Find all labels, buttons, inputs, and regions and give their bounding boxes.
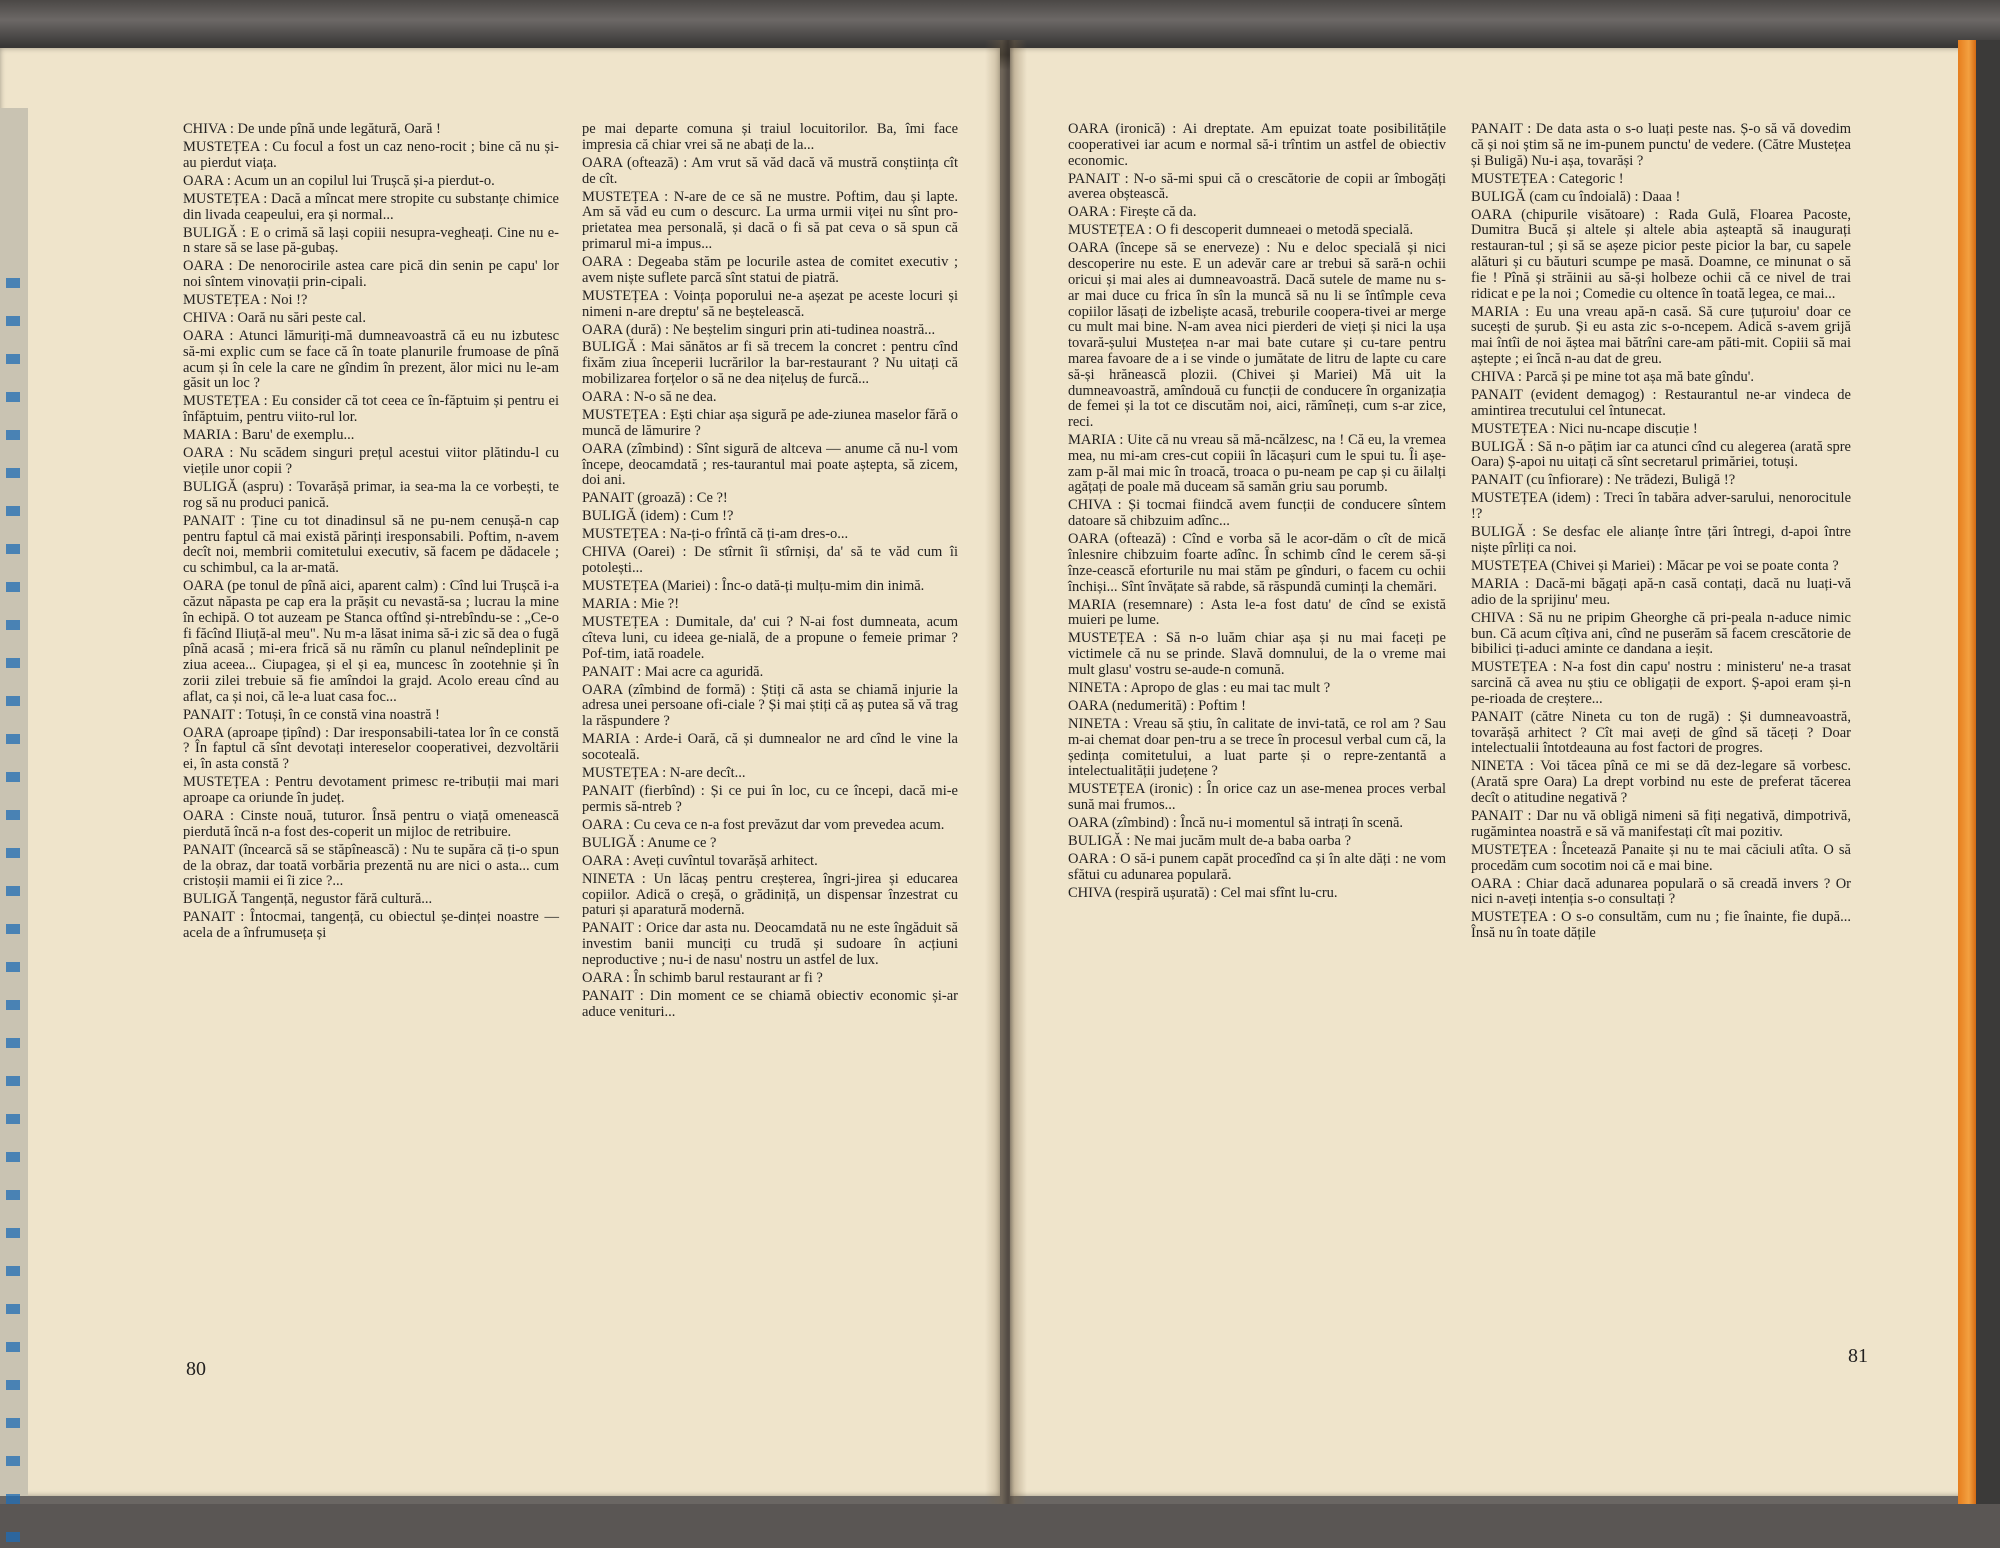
dialogue-line: MUSTEȚEA : Ești chiar așa sigură pe ade-ziunea maselor fără o muncă de lămurire ? [582, 407, 958, 439]
dialogue-line: MUSTEȚEA : Nici nu-ncape discuție ! [1471, 420, 1698, 437]
dialogue-line: BULIGĂ (aspru) : Tovarășă primar, ia sea-ma la ce vorbești, te rog să nu produci panică. [183, 478, 559, 511]
dialogue-line: CHIVA (respiră ușurată) : Cel mai sfînt lu-cru. [1068, 884, 1338, 901]
dialogue-line: MUSTEȚEA (ironic) : În orice caz un ase-menea proces verbal sună mai frumos... [1068, 781, 1446, 814]
dialogue-line: OARA (zîmbind de formă) : Știți că asta se chiamă injurie la adresa unei persoane ofi-ciale ? Și mai știți că aș putea să vă trag la răspundere ? [582, 681, 958, 730]
dialogue-line: MARIA : Dacă-mi băgați apă-n casă contați, dacă nu luați-vă adio de la sprijinu' meu. [1471, 575, 1851, 608]
dialogue-line: MUSTEȚEA : N-are decît... [582, 765, 746, 782]
dialogue-line: PANAIT (către Nineta cu ton de rugă) : Și dumneavoastră, tovarășă arhitect ? Cît mai aveți de gînd să tăceți ? Doar intelectualii întotdeauna au fost factori de progres. [1471, 708, 1851, 757]
dialogue-line: BULIGĂ : Ne mai jucăm mult de-a baba oarba ? [1068, 833, 1352, 850]
dialogue-line: BULIGĂ (idem) : Cum !? [582, 508, 734, 525]
dialogue-line: PANAIT : Orice dar asta nu. Deocamdată nu ne este îngăduit să investim banii munciți cu trudă și sudoare în acțiuni neproductive ; nu-i de nasu' nostru un astfel de lux. [582, 920, 958, 968]
dialogue-line: MUSTEȚEA : O fi descoperit dumneaei o metodă specială. [1068, 222, 1414, 239]
dialogue-line: MUSTEȚEA : Noi !? [183, 292, 308, 309]
dialogue-line: MUSTEȚEA : Na-ți-o frîntă că ți-am dres-o... [582, 526, 849, 543]
dialogue-line: OARA : O să-i punem capăt procedînd ca și în alte dăți : ne vom sfătui cu adunarea populară. [1068, 851, 1446, 883]
dialogue-line: OARA : În schimb barul restaurant ar fi ? [582, 969, 823, 986]
dialogue-line: MARIA : Arde-i Oară, că și dumnealor ne ard cînd le vine la socoteală. [582, 731, 958, 764]
dialogue-line: CHIVA (Oarei) : De stîrnit îi stîrniși, da' să te văd cum îi potolești... [582, 544, 958, 577]
dialogue-line: MARIA : Eu una vreau apă-n casă. Să cure țuțuroiu' doar ce sucești de șurub. Și eu asta zic s-o-ncepem. Adică s-avem grijă mai întîi de noi ăștea mai bătrîni care-am păti-mit. Copiii să mai aștepte ; ei încă n-au dat de greu. [1471, 303, 1851, 367]
dialogue-line: PANAIT : Mai acre ca aguridă. [582, 663, 764, 680]
dialogue-line: OARA : Firește că da. [1068, 204, 1197, 221]
dialogue-line: MUSTEȚEA : Dumitale, da' cui ? N-ai fost dumneata, acum cîteva luni, cu ideea ge-nială, de a propune o femeie primar ? Pof-tim, iată roadele. [582, 614, 958, 662]
dialogue-line: MUSTEȚEA : Încetează Panaite și nu te mai căciuli atîta. O să procedăm cum socotim noi că e mai bine. [1471, 841, 1851, 874]
dialogue-line: CHIVA : Să nu ne pripim Gheorghe că pri-peala n-aduce nimic bun. Că acum cîțiva ani, cînd ne puserăm să facem crescătorie de bibilici ți-aduci aminte ce dandana a ieșit. [1471, 609, 1851, 658]
dialogue-line: PANAIT (încearcă să se stăpînească) : Nu te supăra că ți-o spun de la obraz, dar toată vorbăria prezentă nu are nici o asta... cum cristoșii mamii ei îi zice ?... [183, 841, 559, 890]
page-number-left: 80 [186, 1358, 206, 1380]
dialogue-line: MARIA : Baru' de exemplu... [183, 427, 355, 444]
dialogue-line: MUSTEȚEA (idem) : Treci în tabăra adver-sarului, nenorocitule !? [1471, 490, 1851, 523]
page-edge [0, 108, 28, 1496]
dialogue-line: CHIVA : Parcă și pe mine tot așa mă bate gîndu'. [1471, 368, 1755, 385]
dialogue-line: PANAIT : Ține cu tot dinadinsul să ne pu-nem cenușă-n cap pentru faptul că mai există părinți iresponsabili. Poftim, n-avem decît noi, membrii comitetului executiv, să facem pe dădacele ; cu schimbul, ca la ar-mată. [183, 512, 559, 577]
book-cover-edge [1958, 40, 1976, 1504]
book-gutter [985, 40, 1027, 1504]
dialogue-line: BULIGĂ : Să n-o pățim iar ca atunci cînd cu alegerea (arată spre Oara) Ș-apoi nu uitați că sînt secretarul primăriei, totuși. [1471, 438, 1851, 471]
dialogue-line: PANAIT : Dar nu vă obligă nimeni să fiți negativă, dimpotrivă, rugămintea noastră e să vă manifestați cît mai pozitiv. [1471, 808, 1851, 840]
dialogue-line: MARIA (resemnare) : Asta le-a fost datu' de cînd se există muieri pe lume. [1068, 596, 1446, 629]
dialogue-line: MUSTEȚEA : Categoric ! [1471, 170, 1624, 187]
dialogue-line: pe mai departe comuna și traiul locuitorilor. Ba, îmi face impresia că chiar vrei să ne abați de la... [582, 121, 958, 153]
dialogue-line: BULIGĂ (cam cu îndoială) : Daaa ! [1471, 188, 1681, 205]
dialogue-line: MUSTEȚEA : Voința poporului ne-a așezat pe aceste locuri și nimeni n-are dreptu' să ne beștelească. [582, 287, 958, 320]
dialogue-line: OARA (începe să se enerveze) : Nu e deloc specială și nici descoperire nu este. E un adevăr care ar trebui să sară-n ochii oricui și mai ales ai dumneavoastră. Dacă sutele de mame nu s-ar mai duce cu frica în sîn la muncă să nu li se întîmple ceva copiilor lăsați de izbeliște acasă, treburile coopera-tivei ar merge cu mult mai bine. N-am avea nici pierderi de vieți și nici la ușa tovară-șului Mustețea n-ar mai bate cutare și cu-tare pentru marea favoare de a i se vinde o jumătate de litru de lapte cu care să-și hrănească plozii. (Chivei și Mariei) Mă uit la dumneavoastră, amîndouă cu funcții de conducere în organizația de femei și la tot ce discutăm noi, aici, rămîneți, cum s-ar zice, reci. [1068, 240, 1446, 431]
dialogue-line: OARA : Degeaba stăm pe locurile astea de comitet executiv ; avem niște suflete parcă sînt statui de piatră. [582, 253, 958, 286]
dialogue-line: OARA (dură) : Ne beștelim singuri prin ati-tudinea noastră... [582, 321, 936, 338]
dialogue-line: OARA (oftează) : Cînd e vorba să le acor-dăm o cît de mică înlesnire chibzuim foarte adînc. În schimb cînd le cerem să-și înze-cească eforturile nu mai stăm pe gînduri, o facem cu ochii închiși... Sînt învățate să rabde, să răspundă cuminți la chemări. [1068, 531, 1446, 595]
dialogue-line: MUSTEȚEA : Pentru devotament primesc re-tribuții mai mari aproape ca oriunde în județ. [183, 774, 559, 807]
dialogue-line: MARIA : Uite că nu vreau să mă-ncălzesc, na ! Că eu, la vremea mea, nu mi-am cres-cut copiii în lăcașuri cum le spui tu. Îi așe-zam p-ăl mai mic în troacă, troaca o pu-neam pe cap și cu ăilalți agățați de poale mă duceam să samăn griu sau porumb. [1068, 432, 1446, 496]
dialogue-line: MUSTEȚEA : N-are de ce să ne mustre. Poftim, dau și lapte. Am să văd eu cum o descurc. La urma urmii viței nu sînt pro-prietatea mea personală, și dacă o fi să pat ceva o să spun că primarul mi-a impus... [582, 188, 958, 252]
dialogue-line: PANAIT : De data asta o s-o luați peste nas. Ș-o să vă dovedim că și noi știm să ne im-punem punctu' de vedere. (Către Mustețea și Buligă) Nu-i așa, tovarăși ? [1471, 121, 1851, 169]
dialogue-line: BULIGĂ Tangență, negustor fără cultură... [183, 891, 433, 908]
dialogue-line: PANAIT : Întocmai, tangență, cu obiectul șe-dinței noastre — acela de a înfrumuseța și [183, 909, 559, 942]
dialogue-line: PANAIT : Din moment ce se chiamă obiectiv economic și-ar aduce venituri... [582, 987, 958, 1020]
dialogue-line: MARIA : Mie ?! [582, 596, 680, 613]
dialogue-line: NINETA : Vreau să știu, în calitate de invi-tată, ce rol am ? Sau m-ai chemat doar pen-tru a se trece în procesul verbal cum că, la ședința comitetului, a luat parte și o repre-zentantă a intelectualității județene ? [1068, 715, 1446, 780]
dialogue-line: PANAIT (evident demagog) : Restaurantul ne-ar vindeca de amintirea trecutului cel întunecat. [1471, 386, 1851, 419]
dialogue-line: MUSTEȚEA (Chivei și Mariei) : Măcar pe voi se poate conta ? [1471, 557, 1839, 574]
dialogue-line: BULIGĂ : Anume ce ? [582, 834, 717, 851]
dialogue-line: NINETA : Un lăcaș pentru creșterea, îngri-jirea și educarea copiilor. Adică o creșă, o grădiniță, un dispensar înzestrat cu paturi și aparatură modernă. [582, 870, 958, 919]
dialogue-line: OARA (ironică) : Ai dreptate. Am epuizat toate posibilitățile cooperativei iar acum e normal să-i trîntim un astfel de obiectiv economic. [1068, 121, 1446, 169]
dialogue-line: CHIVA : De unde pînă unde legătură, Oară ! [183, 121, 441, 137]
book-spine [1976, 40, 2000, 1504]
dialogue-line: OARA : Aveți cuvîntul tovarășă arhitect. [582, 852, 818, 869]
text-column-1 [183, 122, 559, 944]
dialogue-line: PANAIT (fierbînd) : Și ce pui în loc, cu ce începi, dacă mi-e permis să-ntreb ? [582, 783, 958, 815]
dialogue-line: OARA (pe tonul de pînă aici, aparent calm) : Cînd lui Trușcă i-a căzut năpasta pe cap era la prășit cu nevastă-sa ; lucrau la mine în echipă. O tot auzeam pe Stanca oftînd și-ntrebîndu-se : „Ce-o fi făcînd Iliuță-al meu". Nu m-a lăsat inima să-i zic să dea o fugă pînă acasă ; mi-era frică să nu rămîn cu planul neîndeplinit pe ziua aceea... Ciupagea, și el și ea, muncesc în zootehnie și în zorii zilei trebuie să fie amîndoi la grajd. Acolo ereau cînd au aflat, ca și noi, că le-a luat casa foc... [183, 578, 559, 705]
dialogue-line: MUSTEȚEA : Eu consider că tot ceea ce în-făptuim și pentru ei înfăptuim, pentru viito-rul lor. [183, 393, 559, 426]
dialogue-line: OARA : Acum un an copilul lui Trușcă și-a pierdut-o. [183, 172, 495, 189]
dialogue-line: MUSTEȚEA (Mariei) : Înc-o dată-ți mulțu-mim din inimă. [582, 578, 925, 595]
dialogue-line: CHIVA : Oară nu sări peste cal. [183, 310, 366, 327]
dialogue-line: BULIGĂ : Se desfac ele alianțe între țări întregi, d-apoi între niște pîrliți ca noi. [1471, 524, 1851, 556]
dialogue-line: OARA : Cinste nouă, tuturor. Însă pentru o viață omenească pierdută încă n-a fost des-coperit un mijloc de retribuire. [183, 808, 559, 840]
dialogue-line: OARA : Chiar dacă adunarea populară o să creadă invers ? Or nici n-aveți intenția s-o consultați ? [1471, 875, 1851, 908]
dialogue-line: OARA (aproape țipînd) : Dar iresponsabili-tatea lor în ce constă ? În faptul că sînt devotați intereselor cooperativei, dezvoltării ei, în asta constă ? [183, 724, 559, 773]
text-column-4 [1471, 122, 1851, 944]
dialogue-line: BULIGĂ : Mai sănătos ar fi să trecem la concret : pentru cînd fixăm ziua începerii lucrărilor la bar-restaurant ? Nu uitați că mobilizarea forțelor o să ne dea nițeluș de furcă... [582, 339, 958, 388]
dialogue-line: CHIVA : Și tocmai fiindcă avem funcții de conducere sîntem datoare să chibzuim adînc... [1068, 497, 1446, 530]
dialogue-line: MUSTEȚEA : Să n-o luăm chiar așa și nu mai faceți pe victimele că nu se prinde. Slavă domnului, de la o vreme mai mult glasu' vostru se-aude-n comună. [1068, 630, 1446, 678]
dialogue-line: OARA : N-o să ne dea. [582, 389, 717, 406]
dialogue-line: OARA (zîmbind) : Încă nu-i momentul să intrați în scenă. [1068, 815, 1404, 832]
text-column-3 [1068, 122, 1446, 904]
dialogue-line: MUSTEȚEA : Dacă a mîncat mere stropite cu substanțe chimice din livada ceapeului, era și normal... [183, 190, 559, 223]
dialogue-line: OARA (zîmbind) : Sînt sigură de altceva — anume că nu-l vom începe, deocamdată ; res-taurantul mai poate aștepta, să zicem, doi ani. [582, 440, 958, 489]
dialogue-line: OARA (nedumerită) : Poftim ! [1068, 697, 1247, 714]
text-column-2 [582, 122, 958, 1023]
dialogue-line: MUSTEȚEA : O s-o consultăm, cum nu ; fie înainte, fie după... Însă nu în toate dățile [1471, 909, 1851, 942]
page-number-right: 81 [1848, 1345, 1868, 1367]
dialogue-line: NINETA : Apropo de glas : eu mai tac mult ? [1068, 679, 1331, 696]
dialogue-line: OARA : Atunci lămuriți-mă dumneavoastră că eu nu izbutesc să-mi explic cum se face că în toate planurile frumoase de pînă acum și în cele la care ne gîndim în prezent, ălor mici nu le-am găsit un loc ? [183, 328, 559, 392]
dialogue-line: BULIGĂ : E o crimă să lași copiii nesupra-vegheați. Cine nu e-n stare să se lase pă-gubaș. [183, 224, 559, 257]
dialogue-line: OARA (oftează) : Am vrut să văd dacă vă mustră conștiința cît de cît. [582, 154, 958, 187]
dialogue-line: OARA : Cu ceva ce n-a fost prevăzut dar vom prevedea acum. [582, 816, 945, 833]
dialogue-line: MUSTEȚEA : N-a fost din capu' nostru : ministeru' ne-a trasat sarcină că avea nu știu ce obligații de export. Ș-apoi eram și-n pe-rioada de creștere... [1471, 659, 1851, 707]
dialogue-line: NINETA : Voi tăcea pînă ce mi se dă dez-legare să vorbesc. (Arată spre Oara) La drept vorbind nu este de preferat tăcerea decît o atitudine negativă ? [1471, 758, 1851, 807]
dialogue-line: MUSTEȚEA : Cu focul a fost un caz neno-rocit ; bine că nu și-au pierdut viața. [183, 138, 559, 171]
dialogue-line: OARA (chipurile visătoare) : Rada Gulă, Floarea Pacoste, Dumitra Bucă și altele și altele abia așteaptă să inaugurați restauran-tul ; și să se așeze picior peste picior la bar, cu sapele alături și cu băuturi scumpe pe masă. Doamne, ce minunat o să fie ! Pînă și străinii au să-și holbeze ochii că ce nivel de trai ridicat e pe la noi ; Comedie cu oltence în toată legea, ce mai... [1471, 206, 1851, 302]
dialogue-line: OARA : Nu scădem singuri prețul acestui viitor plătindu-l cu viețile unor copii ? [183, 445, 559, 477]
dialogue-line: PANAIT : N-o să-mi spui că o crescătorie de copii ar îmbogăți averea obștească. [1068, 170, 1446, 203]
dialogue-line: PANAIT : Totuși, în ce constă vina noastră ! [183, 706, 440, 723]
edge-marks [6, 278, 20, 1548]
dialogue-line: OARA : De nenorocirile astea care pică din senin pe capu' lor noi sîntem vinovații prin-cipali. [183, 258, 559, 291]
dialogue-line: PANAIT (groază) : Ce ?! [582, 490, 728, 507]
dialogue-line: PANAIT (cu înfiorare) : Ne trădezi, Buligă !? [1471, 472, 1736, 489]
